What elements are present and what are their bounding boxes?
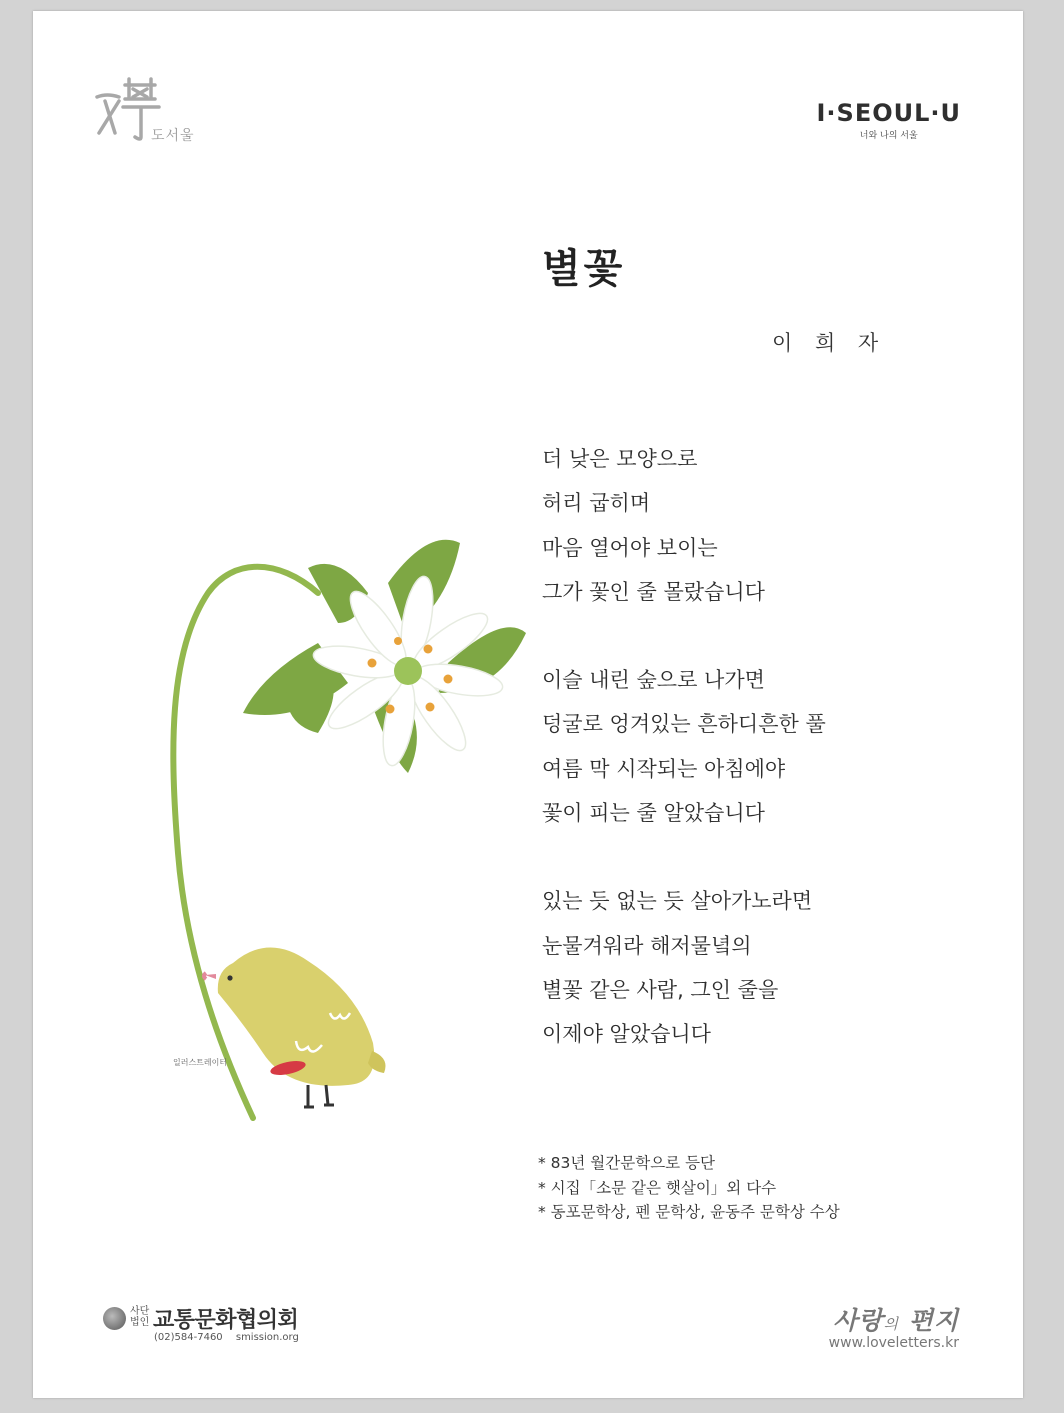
author-notes [538, 1151, 840, 1225]
poem-line: 허리 굽히며 [542, 491, 651, 516]
stanza-1 [542, 437, 826, 614]
literature-seoul-logo-text: 도서울 [151, 128, 195, 144]
council-seal-icon [103, 1307, 126, 1330]
poem-line: 그가 꽃인 줄 몰랐습니다 [542, 579, 765, 604]
poem-author: 이 희 자 [772, 331, 887, 355]
poem-line: 여름 막 시작되는 아침에야 [542, 756, 786, 781]
literature-seoul-logo [93, 75, 213, 165]
poem-line: 이제야 알았습니다 [542, 1022, 711, 1047]
poem-page [33, 11, 1023, 1398]
poem-body [542, 437, 826, 1101]
poem-line: 눈물겨워라 해저물녘의 [542, 933, 752, 958]
poem-line: 꽃이 피는 줄 알았습니다 [542, 801, 765, 826]
poem-line: 마음 열어야 보이는 [542, 535, 718, 560]
poem-line: 별꽃 같은 사람, 그인 줄을 [542, 977, 779, 1002]
brand-particle: 의 [883, 1315, 899, 1333]
i-seoul-u-wordmark: I·SEOUL·U [816, 99, 961, 127]
flower-and-chick-illustration [158, 523, 558, 1123]
poem-line: 있는 듯 없는 듯 살아가노라면 [542, 889, 813, 914]
poem-title: 별꽃 [542, 246, 626, 292]
chick [204, 947, 386, 1107]
org-contact [154, 1332, 299, 1343]
stanza-2 [542, 658, 826, 835]
author-note: * 동포문학상, 펜 문학상, 윤동주 문학상 수상 [538, 1203, 840, 1221]
org-name: 교통문화협의회 [153, 1308, 299, 1333]
love-letters-logo [829, 1301, 959, 1351]
stanza-3 [542, 879, 826, 1056]
author-note: * 시집「소문 같은 햇살이」외 다수 [538, 1178, 777, 1197]
org-website: smission.org [235, 1332, 299, 1343]
corp-label: 사단 법인 [130, 1306, 150, 1328]
poem-line: 덩굴로 엉겨있는 흔하디흔한 풀 [542, 712, 826, 737]
brand-main: 사랑 [833, 1306, 884, 1335]
love-letters-wordmark [829, 1301, 959, 1337]
i-seoul-u-tagline: 너와 나의 서울 [859, 131, 918, 141]
illustrator-signature: 일러스트레이터 [173, 1058, 228, 1067]
poem-line: 더 낮은 모양으로 [542, 447, 698, 471]
poem-line: 이슬 내린 숲으로 나가면 [542, 668, 765, 693]
org-phone: (02)584-7460 [154, 1332, 223, 1343]
author-note: * 83년 월간문학으로 등단 [538, 1154, 716, 1172]
love-letters-url: www.loveletters.kr [828, 1335, 959, 1351]
i-seoul-u-logo [816, 99, 961, 141]
brand-end: 편지 [908, 1306, 959, 1335]
